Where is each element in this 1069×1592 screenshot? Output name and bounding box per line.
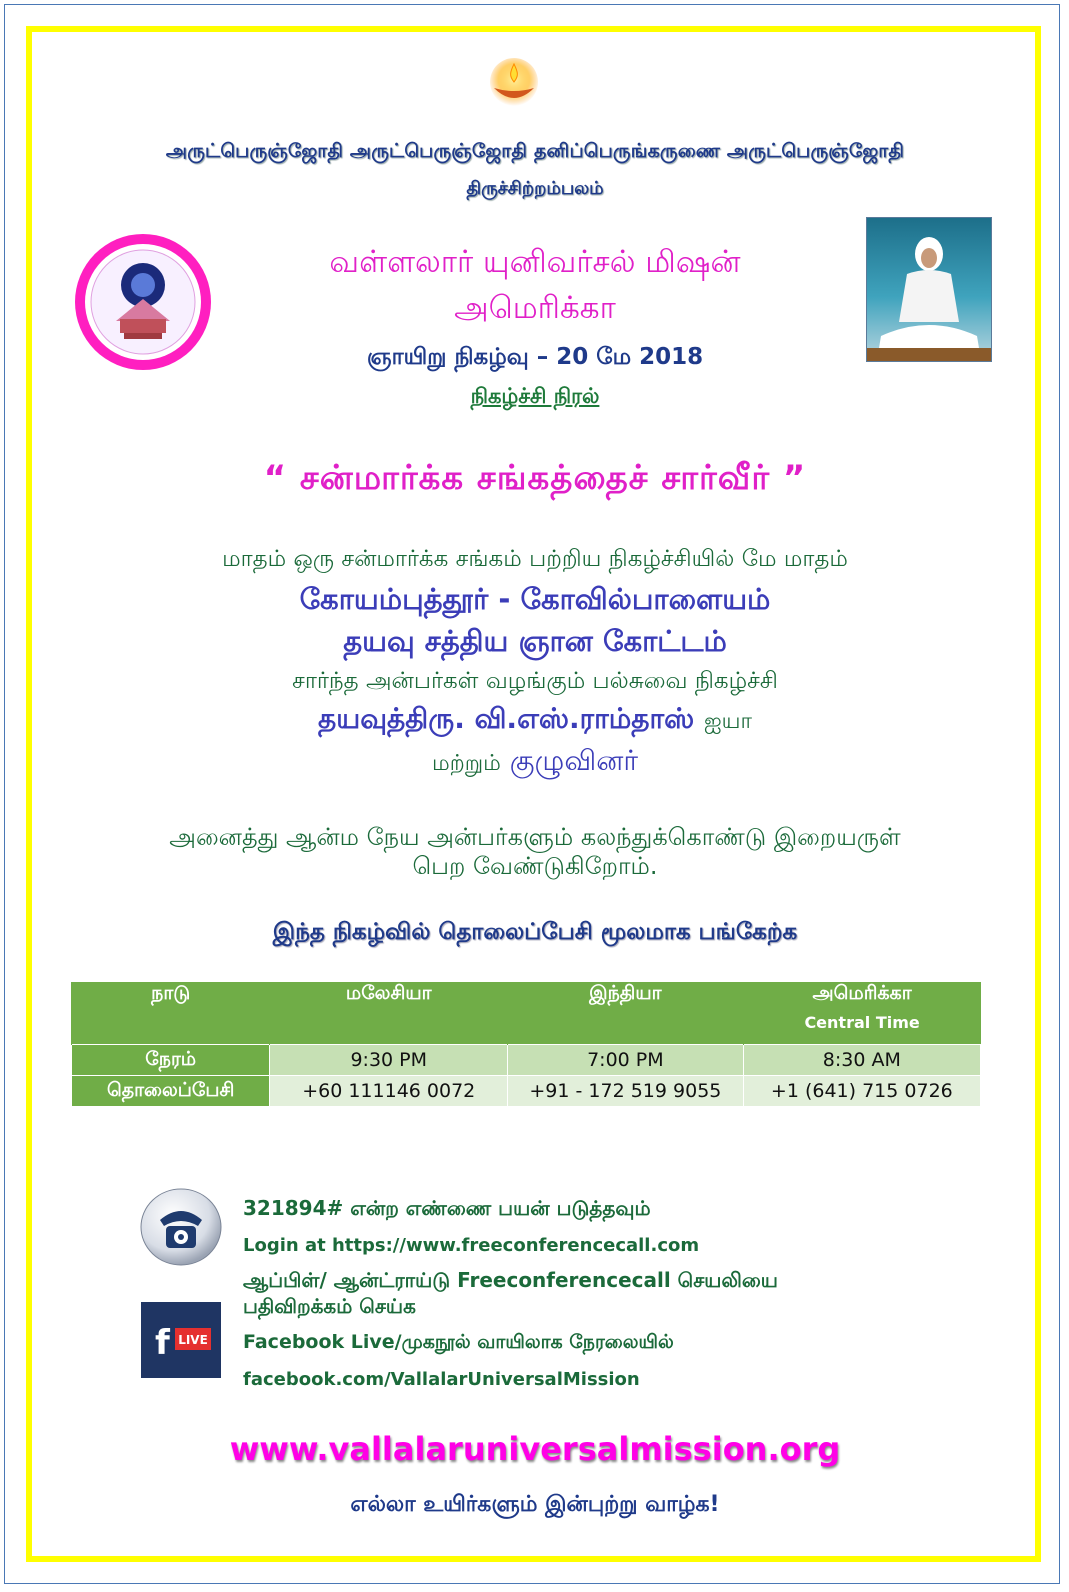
phone-malaysia: +60 111146 0072 bbox=[270, 1076, 508, 1107]
speaker-name: தயவுத்திரு. வி.எஸ்.ராம்தாஸ் bbox=[318, 702, 695, 735]
org-country: அமெரிக்கா bbox=[454, 290, 616, 326]
time-label: நேரம் bbox=[72, 1045, 270, 1076]
event-date: ஞாயிறு நிகழ்வு – 20 மே 2018 bbox=[366, 344, 704, 370]
website-link[interactable]: www.vallalaruniversalmission.org bbox=[229, 1430, 841, 1468]
event-theme: “ சன்மார்க்க சங்கத்தைச் சார்வீர் ” bbox=[263, 458, 807, 498]
facebook-live-icon bbox=[141, 1302, 221, 1378]
invitation-line-2: பெற வேண்டுகிறோம். bbox=[412, 852, 658, 880]
detail-line-1: மாதம் ஒரு சன்மார்க்க சங்கம் பற்றிய நிகழ்ச்சியில் மே மாதம் bbox=[222, 546, 848, 572]
header-america-label: அமெரிக்கா bbox=[812, 982, 912, 1004]
schedule-table bbox=[71, 982, 981, 1107]
detail-line-2: கோயம்புத்தூர் - கோவில்பாளையம் bbox=[299, 582, 771, 616]
mission-logo bbox=[74, 233, 212, 371]
team-word: குழுவினர் bbox=[509, 744, 638, 777]
time-malaysia: 9:30 PM bbox=[270, 1045, 508, 1076]
invitation-line-1: அனைத்து ஆன்ம நேய அன்பர்களும் கலந்துக்கொண்டு இறையருள் bbox=[169, 823, 901, 851]
header-america bbox=[743, 982, 980, 1045]
conference-code: 321894# என்ற எண்ணை பயன் படுத்தவும் bbox=[243, 1196, 651, 1220]
phone-heading: இந்த நிகழ்வில் தொலைப்பேசி மூலமாக பங்கேற்க bbox=[272, 919, 798, 945]
program-heading: நிகழ்ச்சி நிரல் bbox=[470, 384, 600, 408]
phone-label: தொலைப்பேசி bbox=[72, 1076, 270, 1107]
thiruchitrambalam: திருச்சிற்றம்பலம் bbox=[466, 178, 604, 199]
live-badge-text: LIVE bbox=[178, 1333, 208, 1347]
login-url[interactable]: Login at https://www.freeconferencecall.com bbox=[243, 1235, 700, 1256]
telephone-icon bbox=[140, 1188, 222, 1266]
svg-text:f: f bbox=[155, 1323, 170, 1363]
blessing-line: எல்லா உயிர்களும் இன்புற்று வாழ்க! bbox=[350, 1492, 720, 1517]
time-india: 7:00 PM bbox=[508, 1045, 744, 1076]
table-header-row bbox=[72, 982, 981, 1045]
mantra-line: அருட்பெருஞ்ஜோதி அருட்பெருஞ்ஜோதி தனிப்பெருங்கருணை அருட்பெருஞ்ஜோதி bbox=[165, 140, 905, 162]
table-row bbox=[72, 1045, 981, 1076]
table-row bbox=[72, 1076, 981, 1107]
speaker-honorific: ஐயா bbox=[703, 709, 752, 734]
time-america: 8:30 AM bbox=[743, 1045, 980, 1076]
phone-india: +91 - 172 519 9055 bbox=[508, 1076, 744, 1107]
org-name: வள்ளலார் யுனிவர்சல் மிஷன் bbox=[329, 244, 741, 280]
lamp-icon bbox=[484, 58, 544, 110]
detail-line-3: தயவு சத்திய ஞான கோட்டம் bbox=[343, 624, 727, 658]
facebook-url[interactable]: facebook.com/VallalarUniversalMission bbox=[243, 1369, 640, 1390]
detail-line-4: சார்ந்த அன்பர்கள் வழங்கும் பல்சுவை நிகழ்ச்சி bbox=[292, 668, 778, 694]
header-malaysia: மலேசியா bbox=[270, 982, 508, 1045]
header-country: நாடு bbox=[72, 982, 270, 1045]
detail-line-5 bbox=[60, 702, 1010, 739]
app-line-1: ஆப்பிள்/ ஆன்ட்ராய்டு Freeconferencecall செயலியை bbox=[243, 1268, 778, 1292]
header-india: இந்தியா bbox=[508, 982, 744, 1045]
and-word: மற்றும் bbox=[432, 751, 501, 776]
detail-line-6 bbox=[60, 744, 1010, 781]
phone-america: +1 (641) 715 0726 bbox=[743, 1076, 980, 1107]
app-line-2: பதிவிறக்கம் செய்க bbox=[243, 1294, 416, 1318]
facebook-live-text: Facebook Live/முகநூல் வாயிலாக நேரலையில் bbox=[243, 1331, 674, 1353]
vallalar-photo bbox=[866, 217, 992, 362]
header-central-time: Central Time bbox=[804, 1013, 920, 1032]
